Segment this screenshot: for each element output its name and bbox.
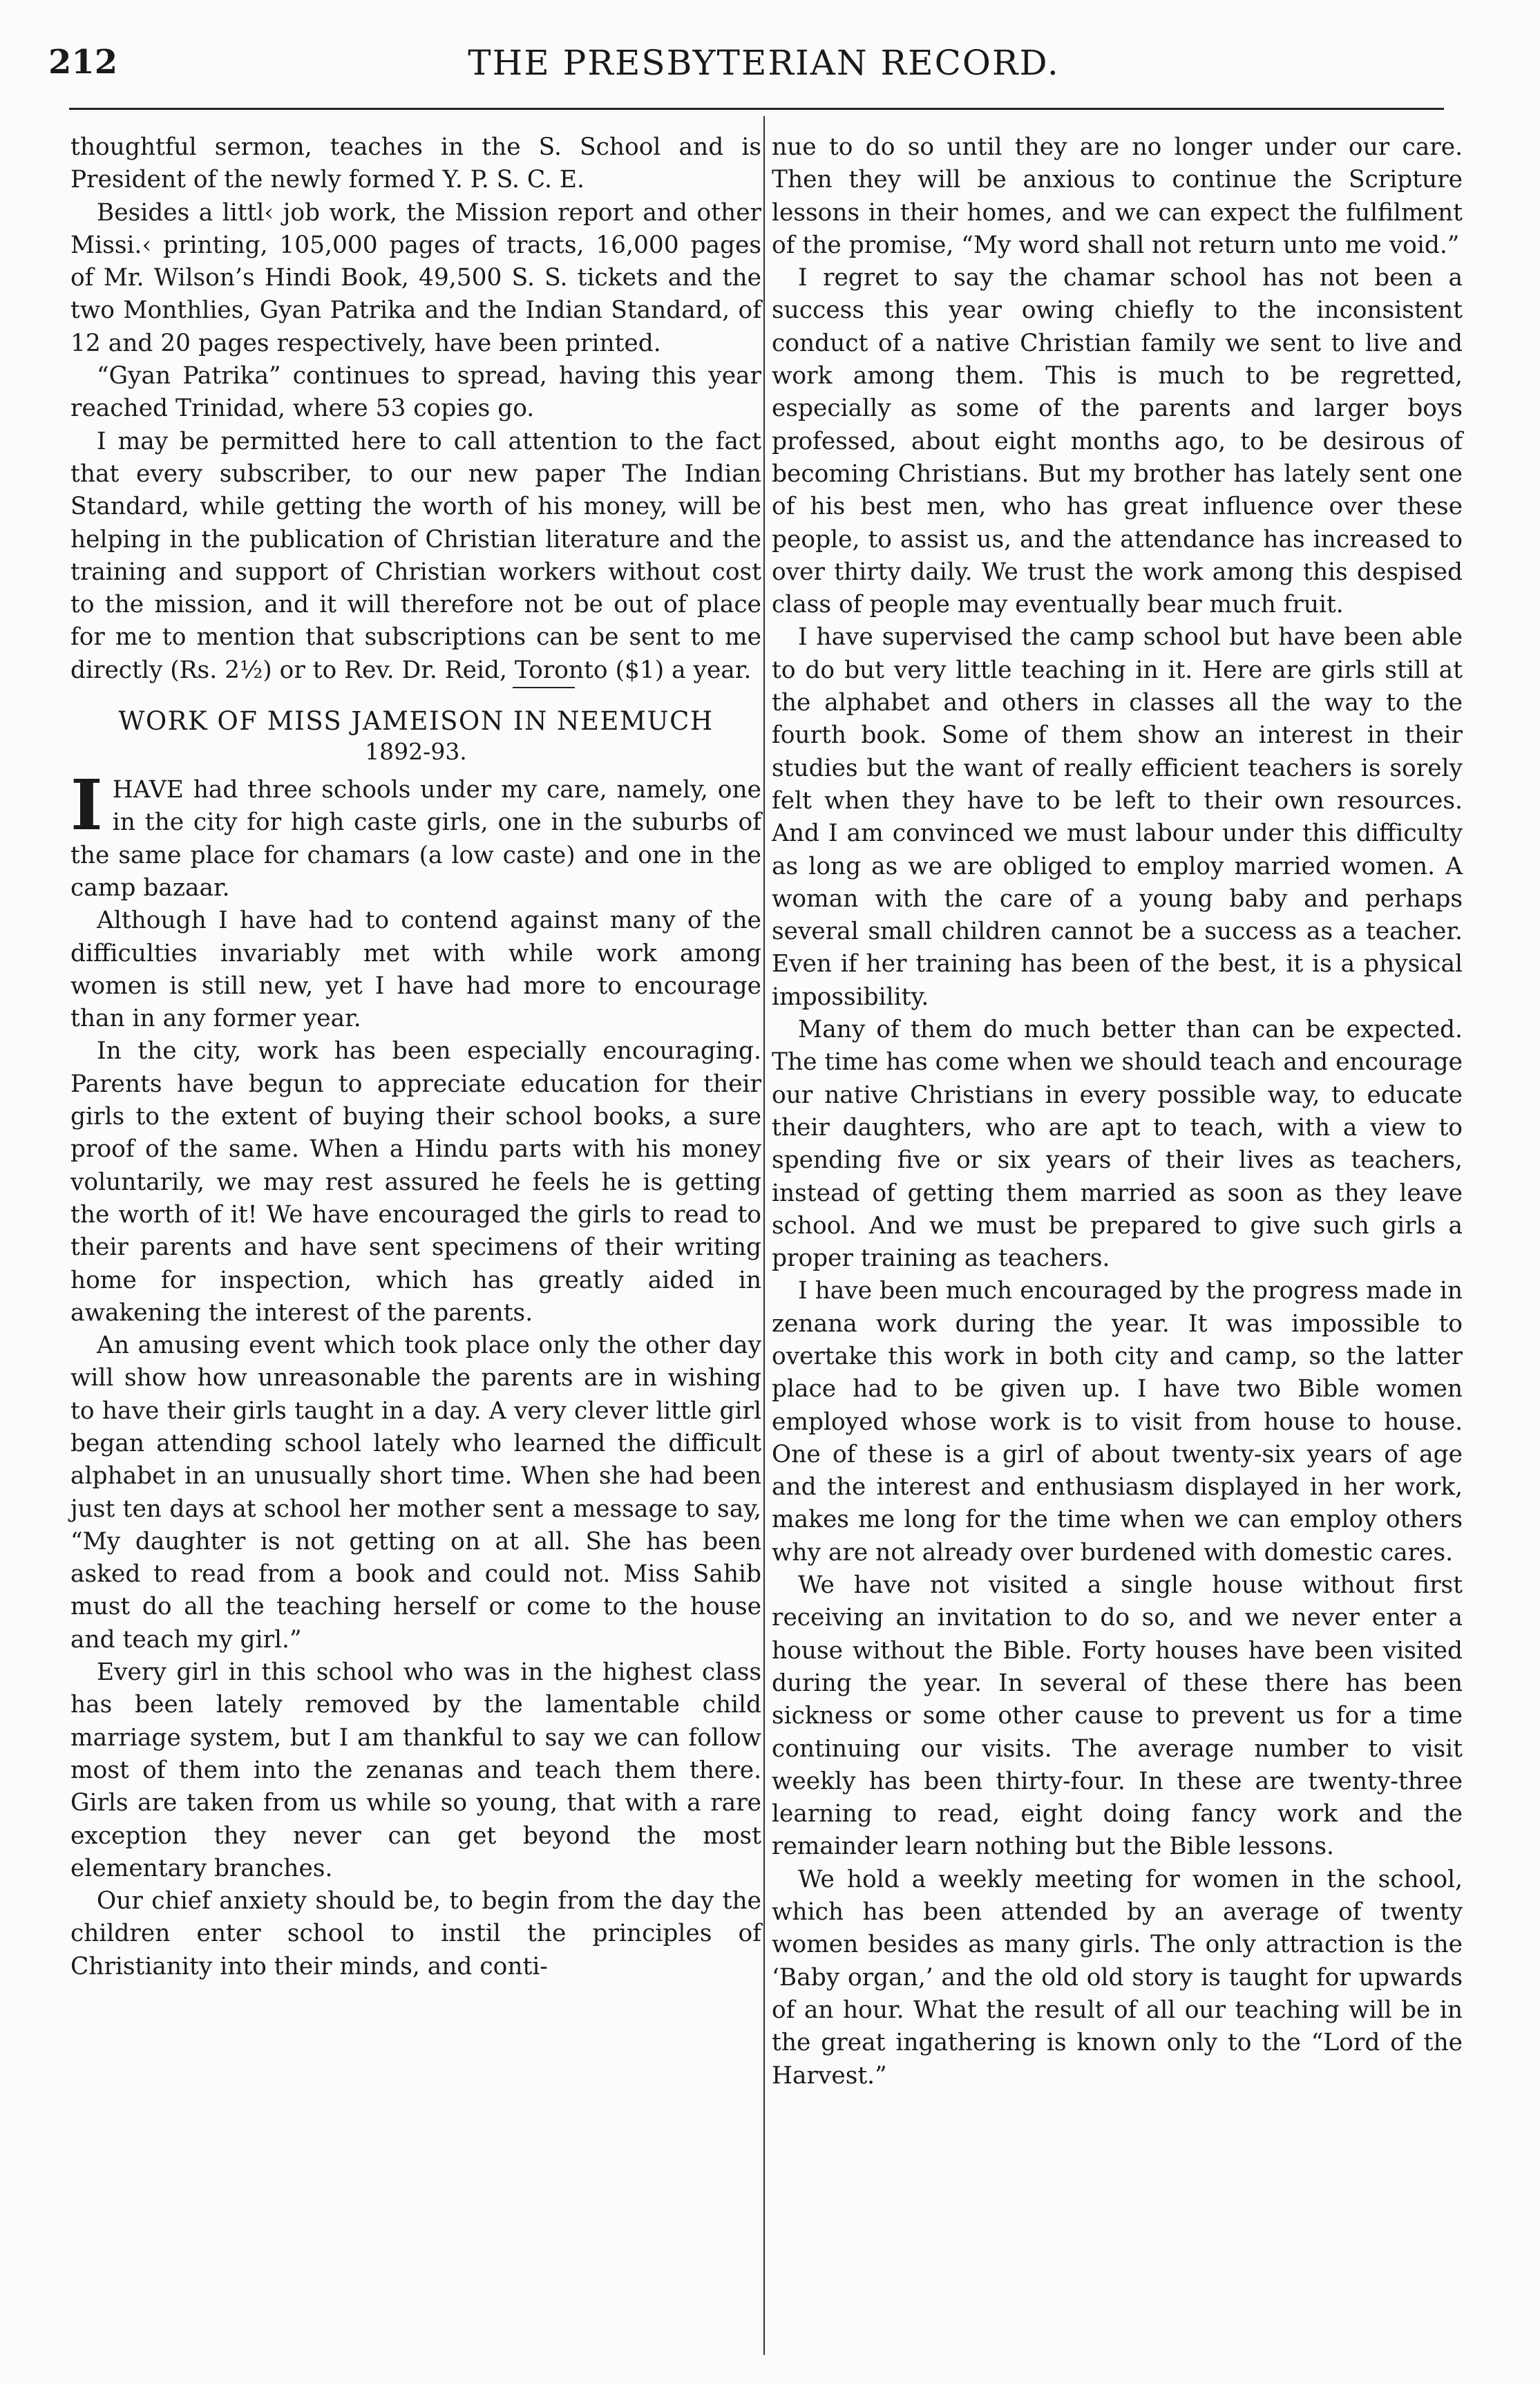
right-column	[772, 131, 1463, 2092]
paragraph: I may be permitted here to call attention to the fact that every subscriber, to our new paper The Indian Standard, while getting the worth of his money, will be helping in the publication of Christian literature and the training and support of Christian workers without cost to the mission, and it will therefore not be out of place for me to mention that subscriptions can be sent to me directly (Rs. 2½) or to Rev. Dr. Reid, Toronto ($1) a year.	[70, 427, 761, 684]
paragraph: In the city, work has been especially encouraging. Parents have begun to appreciate education for their girls to the extent of buying their school books, a sure proof of the same. When a Hindu parts with his money voluntarily, we may rest assured he feels he is getting the worth of it! We have encouraged the girls to read to their parents and have sent specimens of their writing home for inspection, which has greatly aided in awakening the interest of the parents.	[70, 1037, 761, 1327]
drop-cap: I	[70, 764, 103, 846]
page-header	[40, 43, 1487, 87]
column-divider	[763, 116, 765, 2355]
paragraph: “Gyan Patrika” continues to spread, having this year reached Trinidad, where 53 copies go.	[70, 362, 761, 423]
paragraph: I have supervised the camp school but have been able to do but very little teaching in it. Here are girls still at the alphabet and others in classes all the way to the fourth book. Some of them show an interest in their studies but the want of really efficient teachers is sorely felt when they have to be left to their own resources. And I am convinced we must labour under this difficulty as long as we are obliged to employ married women. A woman with the care of a young baby and perhaps several small children cannot be a success as a teacher. Even if her training has been of the best, it is a physical impossibility.	[772, 623, 1463, 1011]
paragraph: Although I have had to contend against many of the difficulties invariably met with while work among women is still new, yet I have had more to encourage than in any former year.	[70, 907, 761, 1033]
paragraph: I regret to say the chamar school has not been a success this year owing chiefly to the inconsistent conduct of a native Christian family we sent to live and work among them. This is much to be regretted, especially as some of the parents and larger boys professed, about eight months ago, to be desirous of becoming Christians. But my brother has lately sent one of his best men, who has great influence over these people, to assist us, and the attendance has increased to over thirty daily. We trust the work among this despised class of people may eventually bear much fruit.	[772, 264, 1463, 619]
opening-paragraph	[70, 764, 761, 905]
page-number: 212	[48, 43, 118, 82]
paragraph: thoughtful sermon, teaches in the S. School and is President of the newly formed Y. P. S. C. E.	[70, 133, 761, 194]
paragraph: Every girl in this school who was in the highest class has been lately removed by the lamentable child marriage system, but I am thankful to say we can follow most of them into the zenanas and teach them there. Girls are taken from us while so young, that with a rare exception they never can get beyond the most elementary branches.	[70, 1658, 761, 1882]
paragraph: I have been much encouraged by the progress made in zenana work during the year. It was impossible to overtake this work in both city and camp, so the latter place had to be given up. I have two Bible women employed whose work is to visit from house to house. One of these is a girl of about twenty-six years of age and the interest and enthusiasm displayed in her work, makes me long for the time when we can employ others why are not already over burdened with domestic cares.	[772, 1277, 1463, 1567]
paragraph: We hold a weekly meeting for women in the school, which has been attended by an average of twenty women besides as many girls. The only attraction is the ‘Baby organ,’ and the old old story is taught for upwards of an hour. What the result of all our teaching will be in the great ingathering is known only to the “Lord of the Harvest.”	[772, 1865, 1463, 2090]
section-rule	[513, 687, 575, 688]
opening-text: had three schools under my care, namely, one in the city for high caste girls, one in the suburbs of the same place for chamars (a low caste) and one in the camp bazaar.	[70, 776, 761, 902]
article-subheading: 1892-93.	[365, 738, 467, 766]
running-title: THE PRESBYTERIAN RECORD.	[468, 43, 1060, 83]
header-rule	[69, 108, 1444, 110]
paragraph: Many of them do much better than can be expected. The time has come when we should teach and encourage our native Christians in every possible way, to educate their daughters, who are apt to teach, with a view to spending five or six years of their lives as teachers, instead of getting them married as soon as they leave school. And we must be prepared to give such girls a proper training as teachers.	[772, 1016, 1463, 1273]
paragraph: We have not visited a single house without first receiving an invitation to do so, and we never enter a house without the Bible. Forty houses have been visited during the year. In several of these there has been sickness or some other cause to prevent us for a time continuing our visits. The average number to visit weekly has been thirty-four. In these are twenty-three learning to read, eight doing fancy work and the remainder learn nothing but the Bible lessons.	[772, 1571, 1463, 1861]
left-column	[70, 131, 761, 1983]
paragraph: nue to do so until they are no longer under our care. Then they will be anxious to continue the Scripture lessons in their homes, and we can expect the fulfilment of the promise, “My word shall not return unto me void.”	[772, 133, 1463, 259]
paragraph: Besides a littl‹ job work, the Mission report and other Missi.‹ printing, 105,000 pages of tracts, 16,000 pages of Mr. Wilson’s Hindi Book, 49,500 S. S. tickets and the two Monthlies, Gyan Patrika and the Indian Standard, of 12 and 20 pages respectively, have been printed.	[70, 198, 761, 357]
paragraph: Our chief anxiety should be, to begin from the day the children enter school to instil the principles of Christianity into their minds, and conti-	[70, 1887, 761, 1980]
opening-caps: HAVE	[112, 776, 184, 804]
paragraph: An amusing event which took place only the other day will show how unreasonable the parents are in wishing to have their girls taught in a day. A very clever little girl began attending school lately who learned the difficult alphabet in an unusually short time. When she had been just ten days at school her mother sent a message to say, “My daughter is not getting on at all. She has been asked to read from a book and could not. Miss Sahib must do all the teaching herself or come to the house and teach my girl.”	[70, 1332, 761, 1654]
article-heading: WORK OF MISS JAMEISON IN NEEMUCH	[118, 706, 714, 737]
